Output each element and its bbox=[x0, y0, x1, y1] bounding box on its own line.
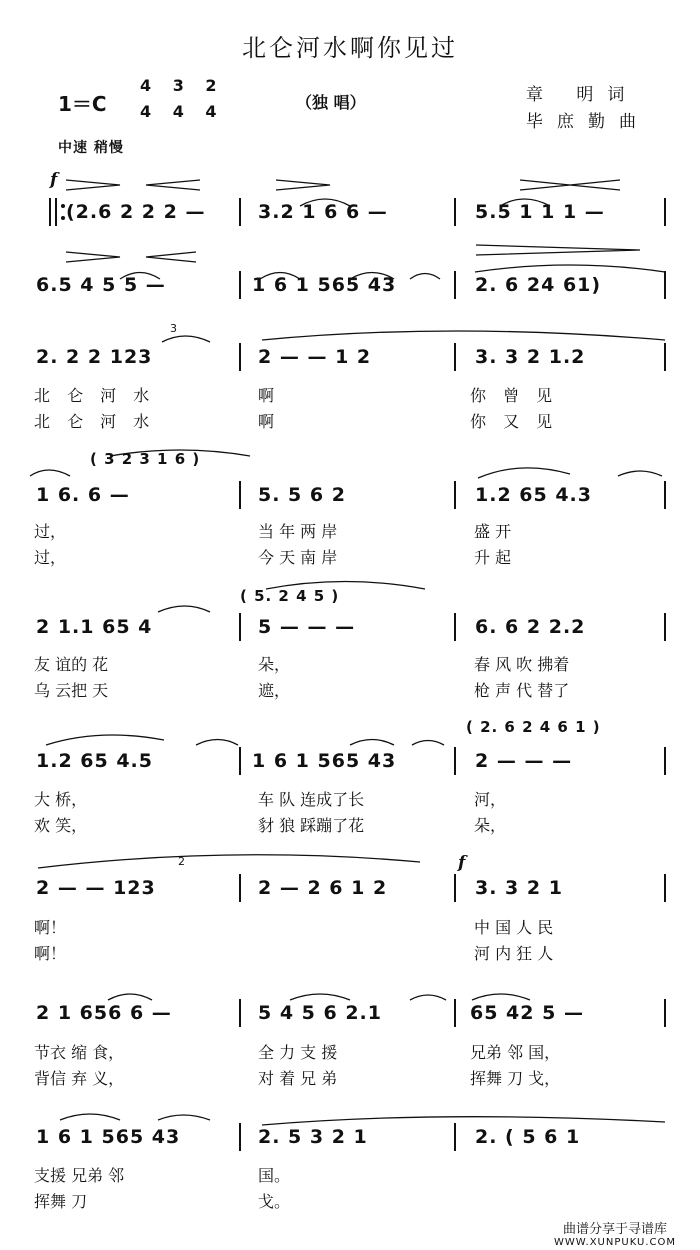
dynamic-forte: f bbox=[458, 853, 466, 873]
measure-notes: 6. 6 2 2.2 bbox=[475, 616, 586, 638]
lyric-verse1: 盛 开 bbox=[474, 522, 512, 541]
lyric-verse1: 车 队 连成了长 bbox=[258, 790, 365, 809]
site-watermark bbox=[540, 1218, 690, 1248]
measure-notes: 1 6 1 565 43 bbox=[36, 1126, 181, 1148]
lyric-verse2: 对 着 兄 弟 bbox=[258, 1069, 338, 1088]
lyric-verse1: 河， bbox=[474, 790, 507, 809]
lyric-verse1: 啊！ bbox=[34, 918, 67, 937]
lyric-verse2: 豺 狼 踩蹦了花 bbox=[258, 816, 365, 835]
measure-notes: 3. 3 2 1.2 bbox=[475, 346, 586, 368]
instrumental-overlay: ( 5. 2 4 5 ) bbox=[240, 587, 340, 605]
measure-notes: 1.2 65 4.5 bbox=[36, 750, 153, 772]
dynamic-forte: f bbox=[50, 170, 58, 190]
measure-notes: 1 6 1 565 43 bbox=[252, 750, 397, 772]
lyric-verse2: 欢 笑， bbox=[34, 816, 88, 835]
lyric-verse1: 中 国 人 民 bbox=[474, 918, 554, 937]
lyric-verse2: 遮， bbox=[258, 681, 291, 700]
measure-notes: (2.6 2 2 2 — bbox=[66, 201, 206, 223]
lyric-verse1: 国。 bbox=[258, 1166, 291, 1185]
triplet-mark: 2 bbox=[178, 855, 185, 868]
meter-top: 4 3 2 bbox=[140, 76, 225, 95]
measure-notes: 6.5 4 5 5 — bbox=[36, 274, 166, 296]
lyricist-credit: 章 明词 bbox=[526, 85, 639, 105]
lyric-verse2: 枪 声 代 替了 bbox=[474, 681, 570, 700]
lyric-verse2: 啊！ bbox=[34, 944, 67, 963]
measure-notes: 5.5 1 1 1 — bbox=[475, 201, 605, 223]
instrumental-overlay: ( 2. 6 2 4 6 1 ) bbox=[466, 718, 601, 736]
measure-notes: 3.2 1 6 6 — bbox=[258, 201, 388, 223]
lyric-verse2: 升 起 bbox=[474, 548, 512, 567]
lyric-verse1: 过， bbox=[34, 522, 67, 541]
lyric-verse1: 当 年 两 岸 bbox=[258, 522, 338, 541]
measure-notes: 2 — 2 6 1 2 bbox=[258, 877, 388, 899]
lyric-verse1: 你 曾 见 bbox=[470, 386, 559, 405]
lyric-verse1: 朵， bbox=[258, 655, 291, 674]
instrumental-overlay: ( 3 2 3 1 6 ) bbox=[90, 450, 201, 468]
measure-notes: 65 42 5 — bbox=[470, 1002, 584, 1024]
lyric-verse1: 节衣 缩 食， bbox=[34, 1043, 125, 1062]
lyric-verse1: 支援 兄弟 邻 bbox=[34, 1166, 125, 1185]
lyric-verse1: 全 力 支 援 bbox=[258, 1043, 338, 1062]
watermark-text: 曲谱分享于寻谱库 bbox=[562, 1222, 667, 1237]
lyric-verse2: 今 天 南 岸 bbox=[258, 548, 338, 567]
measure-notes: 2 — — 123 bbox=[36, 877, 156, 899]
lyric-verse2: 乌 云把 天 bbox=[34, 681, 109, 700]
lyric-verse1: 兄弟 邻 国， bbox=[470, 1043, 561, 1062]
measure-notes: 2 — — 1 2 bbox=[258, 346, 372, 368]
lyric-verse2: 河 内 狂 人 bbox=[474, 944, 554, 963]
measure-notes: 2. 2 2 123 bbox=[36, 346, 153, 368]
measure-notes: 3. 3 2 1 bbox=[475, 877, 563, 899]
page-title: 北仑河水啊你见过 bbox=[242, 34, 458, 62]
lyric-verse1: 北 仑 河 水 bbox=[34, 386, 156, 405]
measure-notes: 2. 5 3 2 1 bbox=[258, 1126, 368, 1148]
composer-credit: 毕庶勤曲 bbox=[526, 112, 650, 132]
measure-notes: 1.2 65 4.3 bbox=[475, 484, 592, 506]
measure-notes: 2 1 656 6 — bbox=[36, 1002, 172, 1024]
lyric-verse2: 北 仑 河 水 bbox=[34, 412, 156, 431]
measure-notes: 5. 5 6 2 bbox=[258, 484, 346, 506]
lyric-verse2: 挥舞 刀 戈， bbox=[470, 1069, 561, 1088]
lyric-verse2: 背信 弃 义， bbox=[34, 1069, 125, 1088]
lyric-verse1: 春 风 吹 拂着 bbox=[474, 655, 570, 674]
lyric-verse2: 朵， bbox=[474, 816, 507, 835]
measure-notes: 2 — — — bbox=[475, 750, 573, 772]
measure-notes: 2. ( 5 6 1 bbox=[475, 1126, 581, 1148]
tempo-marking: 中速 稍慢 bbox=[58, 140, 124, 156]
lyric-verse2: 你 又 见 bbox=[470, 412, 559, 431]
measure-notes: 5 4 5 6 2.1 bbox=[258, 1002, 382, 1024]
lyric-verse2: 啊 bbox=[258, 412, 275, 431]
key-signature: 1＝C bbox=[58, 92, 107, 116]
lyric-verse1: 友 谊的 花 bbox=[34, 655, 109, 674]
performance-mode: （独 唱） bbox=[296, 93, 366, 112]
measure-notes: 1 6 1 565 43 bbox=[252, 274, 397, 296]
measure-notes: 2 1.1 65 4 bbox=[36, 616, 153, 638]
measure-notes: 2. 6 24 61) bbox=[475, 274, 602, 296]
meter-bottom: 4 4 4 bbox=[140, 102, 225, 121]
measure-notes: 5 — — — bbox=[258, 616, 356, 638]
watermark-url: WWW.XUNPUKU.COM bbox=[554, 1237, 676, 1248]
lyric-verse1: 啊 bbox=[258, 386, 275, 405]
lyric-verse2: 挥舞 刀 bbox=[34, 1192, 88, 1211]
lyric-verse2: 过， bbox=[34, 548, 67, 567]
triplet-mark: 3 bbox=[170, 322, 177, 335]
lyric-verse2: 戈。 bbox=[258, 1192, 291, 1211]
measure-notes: 1 6. 6 — bbox=[36, 484, 130, 506]
lyric-verse1: 大 桥， bbox=[34, 790, 88, 809]
